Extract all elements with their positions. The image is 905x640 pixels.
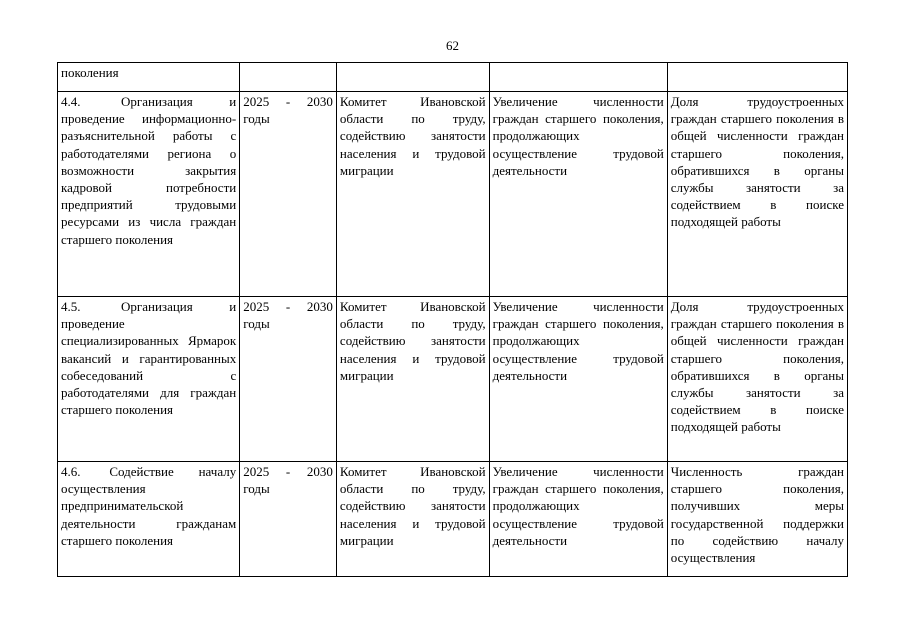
item-number: 4.4. (61, 94, 81, 109)
activity-text: поколения (61, 65, 119, 80)
executor-cell: Комитет Ивановской области по труду, содействию занятости населения и трудовой миграции (336, 462, 489, 577)
activity-cell (58, 462, 240, 577)
activity-cell (58, 63, 240, 92)
executor-cell: Комитет Ивановской области по труду, содействию занятости населения и трудовой миграции (336, 92, 489, 297)
period-cell (240, 63, 337, 92)
table-row (58, 297, 848, 462)
indicator-cell: Доля трудоустроенных граждан старшего поколения в общей численности граждан старшего поколения, обратившихся в органы службы занятости за содействием в поиске подходящей работы (667, 297, 847, 462)
period-cell: 2025 - 2030 годы (240, 462, 337, 577)
table-row (58, 92, 848, 297)
item-number: 4.5. (61, 299, 81, 314)
executor-cell (336, 63, 489, 92)
indicator-cell (667, 63, 847, 92)
result-cell (489, 63, 667, 92)
activity-text: Организация и проведение информационно-разъяснительной работы с работодателями региона о возможности закрытия кадровой потребности предприятий трудовыми ресурсами из числа граждан старшего поколения (61, 94, 237, 247)
table-row (58, 462, 848, 577)
period-cell: 2025 - 2030 годы (240, 92, 337, 297)
activity-text: Содействие началу осуществления предпринимательской деятельности гражданам старшего поколения (61, 464, 237, 548)
activity-text: Организация и проведение специализированных Ярмарок вакансий и гарантированных собеседований с работодателями для граждан старшего поколения (61, 299, 237, 418)
activity-cell (58, 92, 240, 297)
indicator-cell: Доля трудоустроенных граждан старшего поколения в общей численности граждан старшего поколения, обратившихся в органы службы занятости за содействием в поиске подходящей работы (667, 92, 847, 297)
item-number: 4.6. (61, 464, 81, 479)
measures-table (57, 62, 848, 577)
result-cell: Увеличение численности граждан старшего поколения, продолжающих осуществление трудовой деятельности (489, 92, 667, 297)
result-cell: Увеличение численности граждан старшего поколения, продолжающих осуществление трудовой деятельности (489, 462, 667, 577)
page-number: 62 (446, 38, 459, 53)
indicator-cell: Численность граждан старшего поколения, получивших меры государственной поддержки по содействию началу осуществления (667, 462, 847, 577)
activity-cell (58, 297, 240, 462)
period-cell: 2025 - 2030 годы (240, 297, 337, 462)
result-cell: Увеличение численности граждан старшего поколения, продолжающих осуществление трудовой деятельности (489, 297, 667, 462)
executor-cell: Комитет Ивановской области по труду, содействию занятости населения и трудовой миграции (336, 297, 489, 462)
table-row (58, 63, 848, 92)
